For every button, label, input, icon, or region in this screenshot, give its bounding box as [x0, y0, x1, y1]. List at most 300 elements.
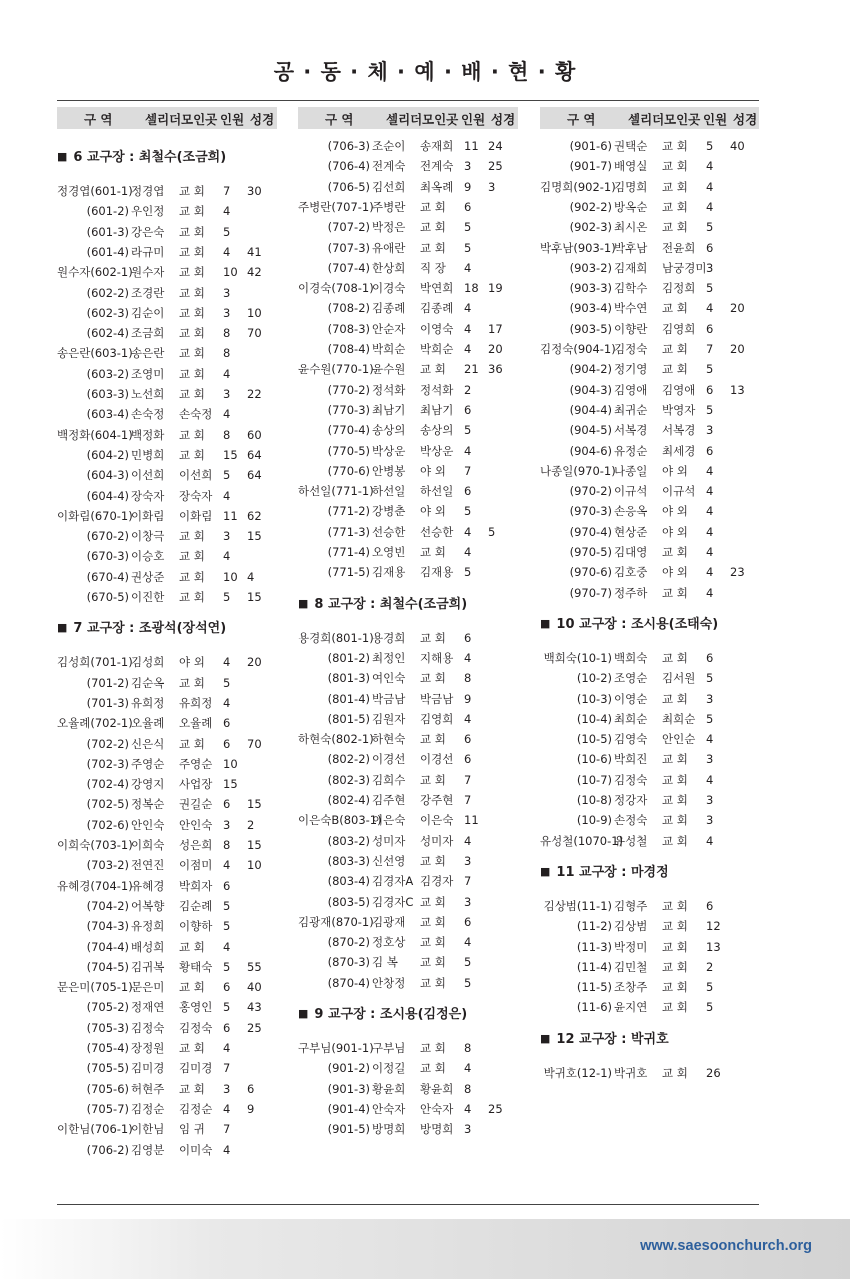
district-code [540, 959, 612, 975]
table-row [540, 711, 759, 727]
district-code [57, 244, 129, 260]
bible-count: 62 [247, 508, 262, 523]
district-code [540, 158, 612, 174]
district-code [57, 837, 133, 853]
cell-code: (803-3) [327, 853, 370, 868]
cell-code: (601-4) [86, 244, 129, 259]
table-row [540, 240, 759, 256]
district-code [298, 914, 374, 930]
meeting-place: 이은숙 [420, 813, 454, 828]
cell-code: (771-5) [327, 565, 370, 580]
member-name: 박후남 [614, 240, 648, 255]
member-name: 유희정 [131, 695, 165, 710]
district-code [57, 325, 129, 341]
district-code [57, 654, 133, 670]
cell-code: (902-1) [573, 179, 616, 194]
cell-code: (603-1) [90, 346, 133, 361]
attendance-count: 6 [464, 630, 472, 645]
cell-code: (901-6) [569, 139, 612, 153]
district-code [57, 939, 129, 955]
district-code [57, 756, 129, 772]
meeting-place: 교 회 [179, 427, 205, 442]
attendance-count: 13 [706, 939, 721, 954]
leader-name: 정경엽 [57, 184, 91, 198]
district-code [57, 979, 133, 995]
meeting-place: 교 회 [662, 139, 688, 153]
cell-code: (904-5) [569, 423, 612, 438]
attendance-count: 7 [464, 772, 472, 787]
attendance-count: 4 [223, 366, 231, 381]
district-code [298, 564, 370, 580]
member-name: 전연진 [131, 858, 165, 873]
cell-code: (603-4) [86, 407, 129, 422]
bible-count: 15 [247, 529, 262, 544]
district-code [298, 361, 374, 377]
cell-code: (771-3) [327, 524, 370, 539]
attendance-count: 5 [223, 590, 231, 604]
cell-code: (770-2) [327, 382, 370, 397]
member-name: 김경자C [372, 894, 414, 909]
table-row [298, 630, 518, 646]
attendance-count: 9 [464, 691, 472, 706]
district-code [57, 406, 129, 422]
table-row [540, 483, 759, 499]
bible-count: 15 [247, 797, 262, 812]
attendance-count: 5 [706, 1000, 714, 1015]
district-code [57, 857, 129, 873]
attendance-count: 8 [223, 326, 231, 341]
member-name: 윤수원 [372, 362, 406, 377]
meeting-place: 교 회 [662, 179, 688, 194]
cell-code: (10-8) [576, 793, 612, 807]
table-row [298, 463, 518, 479]
member-name: 신선영 [372, 853, 406, 868]
member-name: 김정숙 [131, 1020, 165, 1035]
meeting-place: 교 회 [179, 387, 205, 401]
cell-code: (705-1) [90, 980, 133, 995]
table-row [298, 341, 518, 357]
district-code [540, 751, 612, 767]
member-name: 방옥순 [614, 199, 648, 214]
attendance-count: 3 [464, 1122, 472, 1137]
district-code [298, 711, 370, 727]
meeting-place: 이영숙 [420, 321, 454, 336]
attendance-count: 3 [464, 853, 472, 868]
attendance-count: 4 [464, 342, 472, 356]
cell-code: (702-1) [90, 716, 133, 731]
cell-code: (10-4) [576, 711, 612, 726]
bible-count: 25 [247, 1020, 262, 1035]
cell-code: (670-1) [90, 508, 133, 523]
district-code [540, 939, 612, 955]
attendance-count: 5 [223, 919, 231, 934]
district-code [298, 650, 370, 666]
table-row [540, 199, 759, 215]
cell-code: (870-3) [327, 955, 370, 970]
member-name: 박상운 [372, 443, 406, 458]
attendance-count: 4 [706, 199, 714, 214]
meeting-place: 교 회 [420, 772, 446, 787]
attendance-count: 4 [706, 301, 714, 316]
attendance-count: 8 [464, 1041, 472, 1055]
attendance-count: 7 [464, 463, 472, 478]
meeting-place: 교 회 [179, 1081, 205, 1096]
member-name: 정호상 [372, 935, 406, 950]
table-row [298, 731, 518, 747]
cell-code: (10-9) [576, 813, 612, 828]
table-row [540, 731, 759, 747]
table-row [57, 796, 277, 812]
bible-count: 15 [247, 590, 262, 604]
member-name: 현상준 [614, 524, 648, 539]
cell-code: (11-3) [576, 939, 612, 954]
meeting-place: 김종례 [420, 301, 454, 316]
cell-code: (771-4) [327, 545, 370, 559]
meeting-place: 이경선 [420, 752, 454, 767]
table-row [57, 1040, 277, 1056]
attendance-count: 12 [706, 919, 721, 934]
district-heading: ■ 7 교구장 : 조광석(장석연) [57, 620, 277, 638]
leader-name: 하선일 [298, 484, 332, 499]
leader-name: 원수자 [57, 265, 91, 280]
member-name: 김영숙 [614, 732, 648, 747]
bible-count: 2 [247, 817, 255, 832]
attendance-count: 4 [223, 549, 231, 564]
member-name: 강병춘 [372, 504, 406, 519]
attendance-count: 5 [706, 362, 714, 377]
cell-code: (770-5) [327, 443, 370, 458]
attendance-count: 4 [223, 407, 231, 422]
member-name: 이영순 [614, 691, 648, 706]
cell-code: (602-1) [90, 265, 133, 280]
member-name: 한상희 [372, 260, 406, 275]
table-row [298, 1060, 518, 1076]
table-row [57, 878, 277, 894]
table-row [540, 503, 759, 519]
meeting-place: 교 회 [662, 772, 688, 787]
district-code [298, 691, 370, 707]
meeting-place: 권길순 [179, 797, 213, 812]
meeting-place: 교 회 [662, 362, 688, 377]
cell-code: (802-4) [327, 793, 370, 807]
attendance-count: 4 [706, 545, 714, 559]
member-name: 민병희 [131, 447, 165, 462]
cell-code: (904-2) [569, 362, 612, 377]
table-row [540, 833, 759, 849]
member-name: 주영순 [131, 756, 165, 771]
table-row [540, 158, 759, 174]
member-name: 구부님 [372, 1041, 406, 1055]
meeting-place: 교 회 [420, 894, 446, 909]
attendance-count: 4 [706, 179, 714, 194]
cell-code: (11-2) [576, 919, 612, 934]
meeting-place: 교 회 [662, 1065, 688, 1080]
table-row [540, 260, 759, 276]
meeting-place: 교 회 [420, 671, 446, 686]
table-row [298, 402, 518, 418]
meeting-place: 이규석 [662, 484, 696, 499]
cell-code: (10-2) [576, 671, 612, 686]
meeting-place: 교 회 [420, 935, 446, 950]
cell-code: (904-3) [569, 382, 612, 397]
member-name: 김재희 [614, 260, 648, 275]
district-heading: ■ 6 교구장 : 최철수(조금희) [57, 149, 277, 167]
district-code [540, 691, 612, 707]
meeting-place: 야 외 [662, 463, 688, 478]
cell-code: (703-2) [86, 858, 129, 873]
cell-code: (12-1) [576, 1065, 612, 1080]
district-code [540, 918, 612, 934]
website-url: www.saesoonchurch.org [640, 1238, 812, 1254]
meeting-place: 교 회 [179, 326, 205, 341]
cell-code: (670-2) [86, 529, 129, 544]
attendance-count: 3 [706, 423, 714, 438]
district-code [540, 179, 616, 195]
member-name: 박귀호 [614, 1065, 648, 1080]
meeting-place: 박희자 [179, 878, 213, 893]
meeting-place: 교 회 [179, 184, 205, 198]
district-code [57, 345, 133, 361]
meeting-place: 교 회 [662, 939, 688, 954]
leader-name: 이화림 [57, 508, 91, 523]
meeting-place: 직 장 [420, 260, 446, 275]
district-code [298, 630, 374, 646]
cell-code: (870-1) [331, 914, 374, 929]
member-name: 정재연 [131, 1000, 165, 1015]
attendance-count: 6 [464, 484, 472, 499]
bible-count: 42 [247, 265, 262, 280]
cell-code: (10-3) [576, 691, 612, 706]
cell-code: (11-6) [576, 1000, 612, 1015]
district-code [540, 544, 612, 560]
member-name: 박희진 [614, 752, 648, 767]
table-row [540, 138, 759, 154]
bible-count: 20 [488, 342, 503, 356]
attendance-count: 5 [464, 240, 472, 255]
member-name: 유정순 [614, 443, 648, 458]
member-name: 김명희 [614, 179, 648, 194]
member-name: 이은숙 [372, 813, 406, 828]
meeting-place: 야 외 [662, 565, 688, 580]
header-bible: 성경 [250, 112, 275, 127]
member-name: 어복향 [131, 898, 165, 913]
header-district: 구 역 [84, 112, 113, 127]
attendance-count: 6 [464, 732, 472, 747]
leader-name: 박후남 [540, 240, 574, 255]
table-row [57, 1060, 277, 1076]
district-code [57, 386, 129, 402]
meeting-place: 교 회 [179, 675, 205, 690]
member-name: 이화림 [131, 508, 165, 523]
cell-code: (704-5) [86, 959, 129, 974]
meeting-place: 이화림 [179, 508, 213, 523]
attendance-count: 6 [706, 321, 714, 336]
leader-name: 이은숙B [298, 813, 340, 828]
attendance-count: 8 [223, 838, 231, 852]
member-name: 박금남 [372, 691, 406, 706]
district-code [57, 366, 129, 382]
meeting-place: 전계숙 [420, 159, 454, 174]
meeting-place: 이선희 [179, 468, 213, 483]
cell-code: (904-4) [569, 402, 612, 417]
attendance-count: 26 [706, 1065, 721, 1080]
table-row [298, 954, 518, 970]
meeting-place: 교 회 [179, 1041, 205, 1055]
member-name: 손숙정 [131, 407, 165, 422]
meeting-place: 교 회 [662, 650, 688, 665]
leader-name: 구부님 [298, 1041, 332, 1055]
table-row [298, 751, 518, 767]
member-name: 안숙자 [372, 1101, 406, 1116]
member-name: 장숙자 [131, 488, 165, 503]
member-name: 김정숙 [614, 772, 648, 787]
district-code [298, 503, 370, 519]
cell-code: (903-4) [569, 301, 612, 316]
meeting-place: 교 회 [662, 793, 688, 807]
table-row [298, 483, 518, 499]
meeting-place: 교 회 [179, 346, 205, 361]
attendance-count: 5 [223, 224, 231, 239]
cell-code: (706-2) [86, 1142, 129, 1157]
member-name: 조금희 [131, 326, 165, 341]
member-name: 안순자 [372, 321, 406, 336]
attendance-count: 3 [706, 793, 714, 807]
cell-code: (602-2) [86, 285, 129, 300]
member-name: 라규미 [131, 244, 165, 259]
member-name: 최정인 [372, 650, 406, 665]
cell-code: (11-4) [576, 959, 612, 974]
bible-count: 13 [730, 382, 745, 397]
table-row [298, 650, 518, 666]
bible-count: 22 [247, 387, 262, 401]
cell-code: (706-1) [90, 1122, 133, 1137]
column-3 [540, 107, 759, 1080]
cell-code: (801-5) [327, 711, 370, 726]
member-name: 방명희 [372, 1122, 406, 1137]
cell-code: (603-2) [86, 366, 129, 381]
top-divider [57, 100, 759, 101]
district-code [57, 1020, 129, 1036]
member-name: 김주현 [372, 793, 406, 807]
attendance-count: 6 [464, 914, 472, 929]
member-name: 손정숙 [614, 813, 648, 828]
leader-name: 박귀호 [543, 1065, 577, 1080]
table-row [57, 467, 277, 483]
meeting-place: 교 회 [179, 204, 205, 219]
meeting-place: 방명희 [420, 1122, 454, 1137]
district-code [298, 219, 370, 235]
table-row [57, 999, 277, 1015]
district-code [540, 772, 612, 788]
district-code [540, 300, 612, 316]
meeting-place: 교 회 [420, 853, 446, 868]
meeting-place: 김재용 [420, 565, 454, 580]
attendance-count: 8 [223, 346, 231, 361]
cell-code: (708-2) [327, 301, 370, 316]
table-row [298, 158, 518, 174]
table-row [540, 300, 759, 316]
header-district: 구 역 [567, 112, 596, 127]
member-name: 최귀순 [614, 402, 648, 417]
district-code [540, 650, 612, 666]
attendance-count: 4 [706, 772, 714, 787]
district-code [540, 483, 612, 499]
attendance-count: 3 [706, 813, 714, 828]
district-code [298, 772, 370, 788]
cell-code: (604-2) [86, 447, 129, 462]
leader-name: 나종일 [540, 463, 574, 478]
cell-code: (704-1) [90, 878, 133, 893]
header-district: 구 역 [325, 112, 354, 127]
table-row [57, 508, 277, 524]
table-row [57, 857, 277, 873]
header-count: 인원 [461, 112, 486, 127]
cell-code: (970-5) [569, 545, 612, 559]
meeting-place: 안인숙 [179, 817, 213, 832]
column-1 [57, 107, 277, 1157]
member-name: 김순옥 [131, 675, 165, 690]
cell-code: (1070-1) [573, 833, 624, 848]
attendance-count: 6 [706, 443, 714, 458]
table-row [540, 772, 759, 788]
district-code [540, 979, 612, 995]
district-code [57, 548, 129, 564]
meeting-place: 오율례 [179, 716, 213, 731]
table-row [57, 244, 277, 260]
column-header [540, 107, 759, 129]
district-code [298, 402, 370, 418]
meeting-place: 교 회 [179, 366, 205, 381]
cell-code: (10-1) [576, 650, 612, 665]
member-name: 박희순 [372, 342, 406, 356]
cell-code: (604-1) [90, 427, 133, 442]
district-code [57, 285, 129, 301]
attendance-count: 5 [464, 975, 472, 990]
attendance-count: 5 [706, 281, 714, 296]
member-name: 김희수 [372, 772, 406, 787]
table-row [57, 939, 277, 955]
district-code [540, 1065, 612, 1081]
cell-code: (701-3) [86, 695, 129, 710]
attendance-count: 4 [464, 935, 472, 950]
meeting-place: 교 회 [420, 630, 446, 645]
cell-code: (870-4) [327, 975, 370, 990]
district-code [540, 564, 612, 580]
attendance-count: 5 [223, 675, 231, 690]
member-name: 조경란 [131, 285, 165, 300]
attendance-count: 4 [706, 463, 714, 478]
member-name: 조영순 [614, 671, 648, 686]
meeting-place: 성미자 [420, 833, 454, 848]
meeting-place: 교 회 [420, 545, 446, 559]
member-name: 이향란 [614, 321, 648, 336]
meeting-place: 교 회 [420, 1061, 446, 1076]
bible-count: 20 [247, 655, 262, 670]
meeting-place: 교 회 [662, 199, 688, 214]
bible-count: 10 [247, 858, 262, 873]
table-row [298, 1040, 518, 1056]
table-row [540, 564, 759, 580]
cell-code: (770-1) [331, 362, 374, 377]
meeting-place: 교 회 [179, 939, 205, 954]
leader-name: 김정숙 [540, 342, 574, 356]
member-name: 정경엽 [131, 184, 165, 198]
attendance-count: 8 [464, 671, 472, 686]
meeting-place: 교 회 [420, 914, 446, 929]
cell-code: (903-2) [569, 260, 612, 275]
district-code [298, 321, 370, 337]
attendance-count: 4 [223, 695, 231, 710]
